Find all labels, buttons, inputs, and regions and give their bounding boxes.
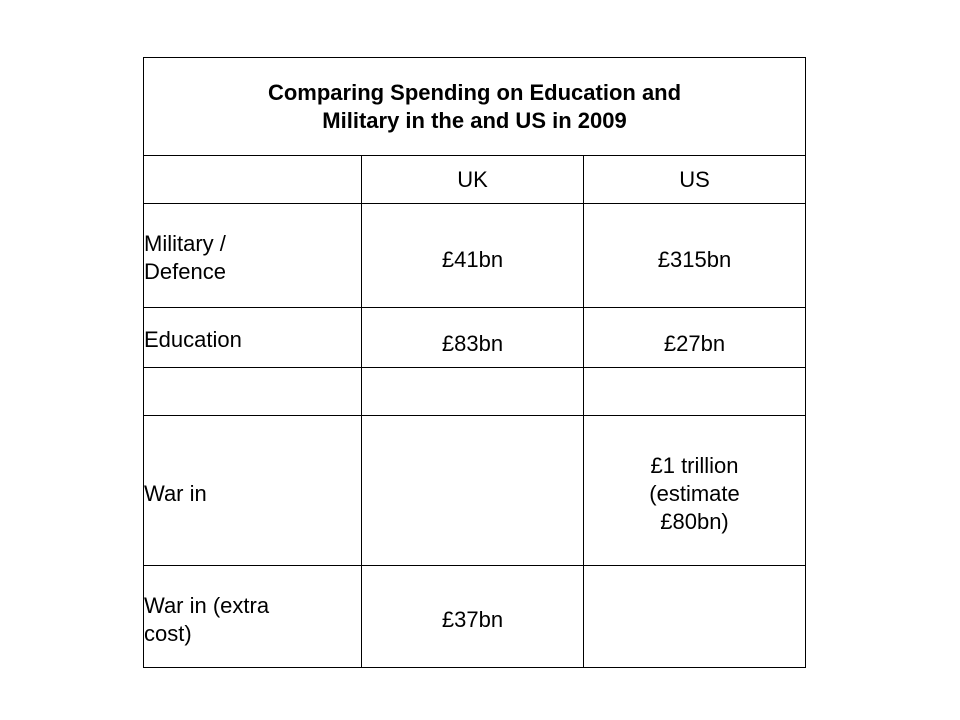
header-row (144, 156, 806, 204)
row-label-text: War in (144, 480, 207, 506)
row-label-text: War in (extra cost) (144, 592, 270, 646)
table-row (144, 416, 806, 566)
cell-us (584, 416, 806, 566)
row-label (144, 368, 362, 416)
header-cell-uk: UK (362, 156, 584, 204)
cell-us (584, 566, 806, 668)
row-label-text: Military / Defence (144, 230, 226, 284)
cell-uk (362, 416, 584, 566)
table-row (144, 566, 806, 668)
table-title (144, 58, 806, 156)
header-cell-empty (144, 156, 362, 204)
table-row (144, 308, 806, 368)
table-row (144, 368, 806, 416)
cell-uk (362, 368, 584, 416)
row-label-text: Education (144, 326, 242, 352)
cell-us: £27bn (584, 308, 806, 368)
cell-us (584, 368, 806, 416)
header-cell-us: US (584, 156, 806, 204)
cell-us-text: £1 trillion (estimate £80bn) (649, 452, 740, 534)
row-label (144, 204, 362, 308)
cell-uk: £83bn (362, 308, 584, 368)
spending-table (143, 57, 806, 668)
table-title-text: Comparing Spending on Education and Military in the and US in 2009 (267, 79, 682, 133)
cell-us: £315bn (584, 204, 806, 308)
cell-uk: £37bn (362, 566, 584, 668)
row-label (144, 308, 362, 368)
row-label (144, 566, 362, 668)
row-label (144, 416, 362, 566)
cell-uk: £41bn (362, 204, 584, 308)
table-row (144, 204, 806, 308)
